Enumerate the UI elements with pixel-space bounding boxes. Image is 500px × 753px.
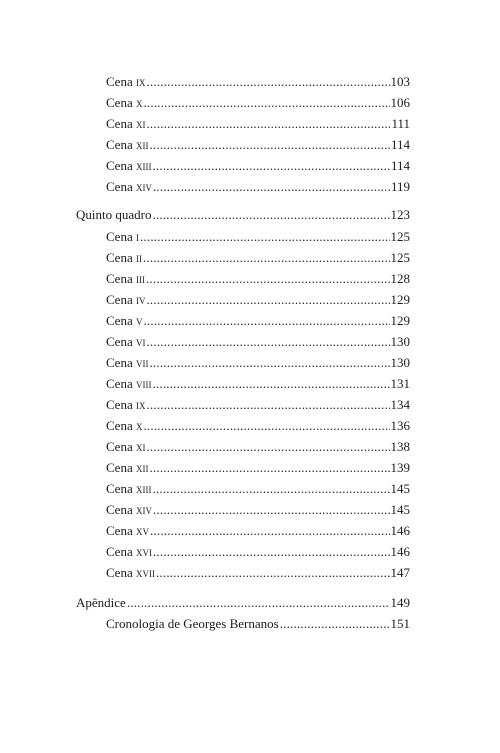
toc-entry [106,270,410,287]
toc-entry-title [106,73,145,90]
dot-leader [149,354,389,371]
toc-entry-title [106,136,148,153]
toc-entry-page-number: 129 [390,313,410,328]
toc-entry-page-number: 103 [390,74,410,89]
toc-entry-title [106,333,145,350]
toc-entry-title [106,270,145,287]
toc-entry-prefix: Cena [106,355,136,370]
toc-entry-prefix: Cena [106,250,136,265]
toc-entry [106,136,410,153]
toc-entry-title [106,291,145,308]
toc-entry-prefix: Cena [106,313,136,328]
dot-leader [143,312,389,329]
toc-entry-numeral: xiv [135,179,152,194]
toc-entry-title [106,615,279,632]
toc-entry-page-number: 129 [390,292,410,307]
toc-entry-prefix: Cena [106,95,136,110]
dot-leader [152,375,389,392]
toc-entry-title [106,249,142,266]
toc-entry-prefix: Cena [106,523,136,538]
toc-entry-numeral: xi [135,439,146,454]
toc-entry [106,312,410,329]
dot-leader [146,73,389,90]
toc-entry-title [106,375,151,392]
toc-entry-page-number: 130 [390,334,410,349]
toc-entry-page-number: 139 [390,460,410,475]
dot-leader [146,438,389,455]
toc-entry-prefix: Cronologia de Georges Bernanos [106,616,279,631]
toc-entry-numeral: ix [135,397,146,412]
toc-entry [106,522,410,539]
toc-entry [106,291,410,308]
toc-entry-prefix: Cena [106,229,136,244]
dot-leader [280,615,390,632]
toc-entry [106,501,410,518]
toc-entry-title [106,115,145,132]
toc-entry-numeral: iii [135,271,145,286]
dot-leader [152,206,389,223]
toc-entry-title [106,501,152,518]
toc-entry-page-number: 146 [390,544,410,559]
toc-entry-prefix: Cena [106,565,136,580]
toc-entry [106,228,410,245]
toc-entry-title [106,228,139,245]
toc-entry-title [106,94,142,111]
toc-entry [106,115,410,132]
toc-entry-page-number: 145 [390,502,410,517]
toc-entry-page-number: 106 [390,95,410,110]
toc-entry [106,615,410,632]
toc-entry [106,94,410,111]
dot-leader [146,115,390,132]
dot-leader [152,480,389,497]
toc-entry-numeral: vii [135,355,149,370]
toc-entry-page-number: 149 [390,595,410,610]
toc-entry-prefix: Cena [106,158,136,173]
dot-leader [140,228,390,245]
toc-entry-page-number: 114 [390,137,410,152]
toc-entry-prefix: Cena [106,418,136,433]
dot-leader [150,522,390,539]
toc-entry-title [106,522,149,539]
toc-entry [76,206,410,223]
toc-entry-title [76,206,151,223]
toc-entry-numeral: xiii [135,158,152,173]
toc-entry-title [76,594,126,611]
toc-entry [106,249,410,266]
toc-entry-prefix: Cena [106,460,136,475]
dot-leader [143,417,389,434]
toc-entry-prefix: Cena [106,271,136,286]
toc-entry-page-number: 134 [390,397,410,412]
dot-leader [152,157,390,174]
dot-leader [149,136,390,153]
toc-entry-prefix: Apêndice [76,595,126,610]
toc-entry-title [106,157,151,174]
toc-entry [106,157,410,174]
toc-entry-numeral: xiv [135,502,152,517]
toc-entry-page-number: 145 [390,481,410,496]
toc-entry-numeral: xi [135,116,146,131]
toc-entry-page-number: 125 [390,250,410,265]
toc-entry [106,564,410,581]
toc-entry-page-number: 111 [391,116,410,131]
dot-leader [149,459,389,476]
toc-entry-numeral: xv [135,523,149,538]
toc-entry-page-number: 125 [390,229,410,244]
toc-entry [106,333,410,350]
toc-entry-prefix: Cena [106,334,136,349]
toc-entry-numeral: ii [135,250,142,265]
toc-entry [106,73,410,90]
toc-entry-title [106,480,151,497]
toc-entry-numeral: x [135,95,143,110]
toc-entry-prefix: Cena [106,439,136,454]
toc-entry-page-number: 128 [390,271,410,286]
toc-entry-prefix: Cena [106,544,136,559]
dot-leader [143,249,390,266]
toc-entry-prefix: Cena [106,376,136,391]
toc-entry-page-number: 114 [390,158,410,173]
toc-entry-numeral: xii [135,460,149,475]
toc-entry [76,594,410,611]
toc-entry-title [106,438,145,455]
toc-entry [106,543,410,560]
toc-entry [106,480,410,497]
toc-entry-numeral: iv [135,292,146,307]
toc-entry-page-number: 130 [390,355,410,370]
dot-leader [146,396,389,413]
toc-entry-prefix: Quinto quadro [76,207,152,222]
toc-entry [106,459,410,476]
toc-entry [106,178,410,195]
toc-entry-title [106,178,152,195]
toc-entry-numeral: xii [135,137,149,152]
dot-leader [146,270,390,287]
toc-entry-prefix: Cena [106,137,136,152]
toc-entry-title [106,543,152,560]
toc-entry [106,438,410,455]
toc-entry-page-number: 147 [390,565,410,580]
toc-entry-title [106,396,145,413]
toc-entry-page-number: 146 [390,523,410,538]
toc-entry-prefix: Cena [106,481,136,496]
toc-entry [106,354,410,371]
toc-entry-numeral: ix [135,74,146,89]
toc-entry-prefix: Cena [106,502,136,517]
toc-entry-numeral: xvii [135,565,155,580]
toc-entry-title [106,417,142,434]
toc-entry-page-number: 151 [390,616,410,631]
toc-entry-numeral: v [135,313,143,328]
dot-leader [156,564,390,581]
toc-entry-prefix: Cena [106,397,136,412]
toc-entry-numeral: xvi [135,544,152,559]
dot-leader [153,501,390,518]
dot-leader [127,594,390,611]
toc-entry-numeral: i [135,229,139,244]
toc-entry-numeral: viii [135,376,152,391]
dot-leader [153,178,390,195]
toc-entry-page-number: 136 [390,418,410,433]
dot-leader [153,543,390,560]
toc-entry-numeral: vi [135,334,146,349]
dot-leader [146,333,389,350]
toc-entry [106,396,410,413]
toc-entry-prefix: Cena [106,116,136,131]
toc-entry-page-number: 123 [390,207,410,222]
toc-entry-prefix: Cena [106,179,136,194]
toc-entry-page-number: 119 [390,179,410,194]
toc-entry-page-number: 131 [390,376,410,391]
toc-entry-title [106,312,142,329]
toc-entry-numeral: x [135,418,143,433]
toc-entry-prefix: Cena [106,74,136,89]
toc-entry-prefix: Cena [106,292,136,307]
toc-entry-numeral: xiii [135,481,152,496]
dot-leader [146,291,389,308]
dot-leader [143,94,389,111]
toc-entry-title [106,564,155,581]
toc-entry-title [106,459,148,476]
toc-entry [106,375,410,392]
toc-entry-page-number: 138 [390,439,410,454]
toc-entry [106,417,410,434]
toc-entry-title [106,354,148,371]
